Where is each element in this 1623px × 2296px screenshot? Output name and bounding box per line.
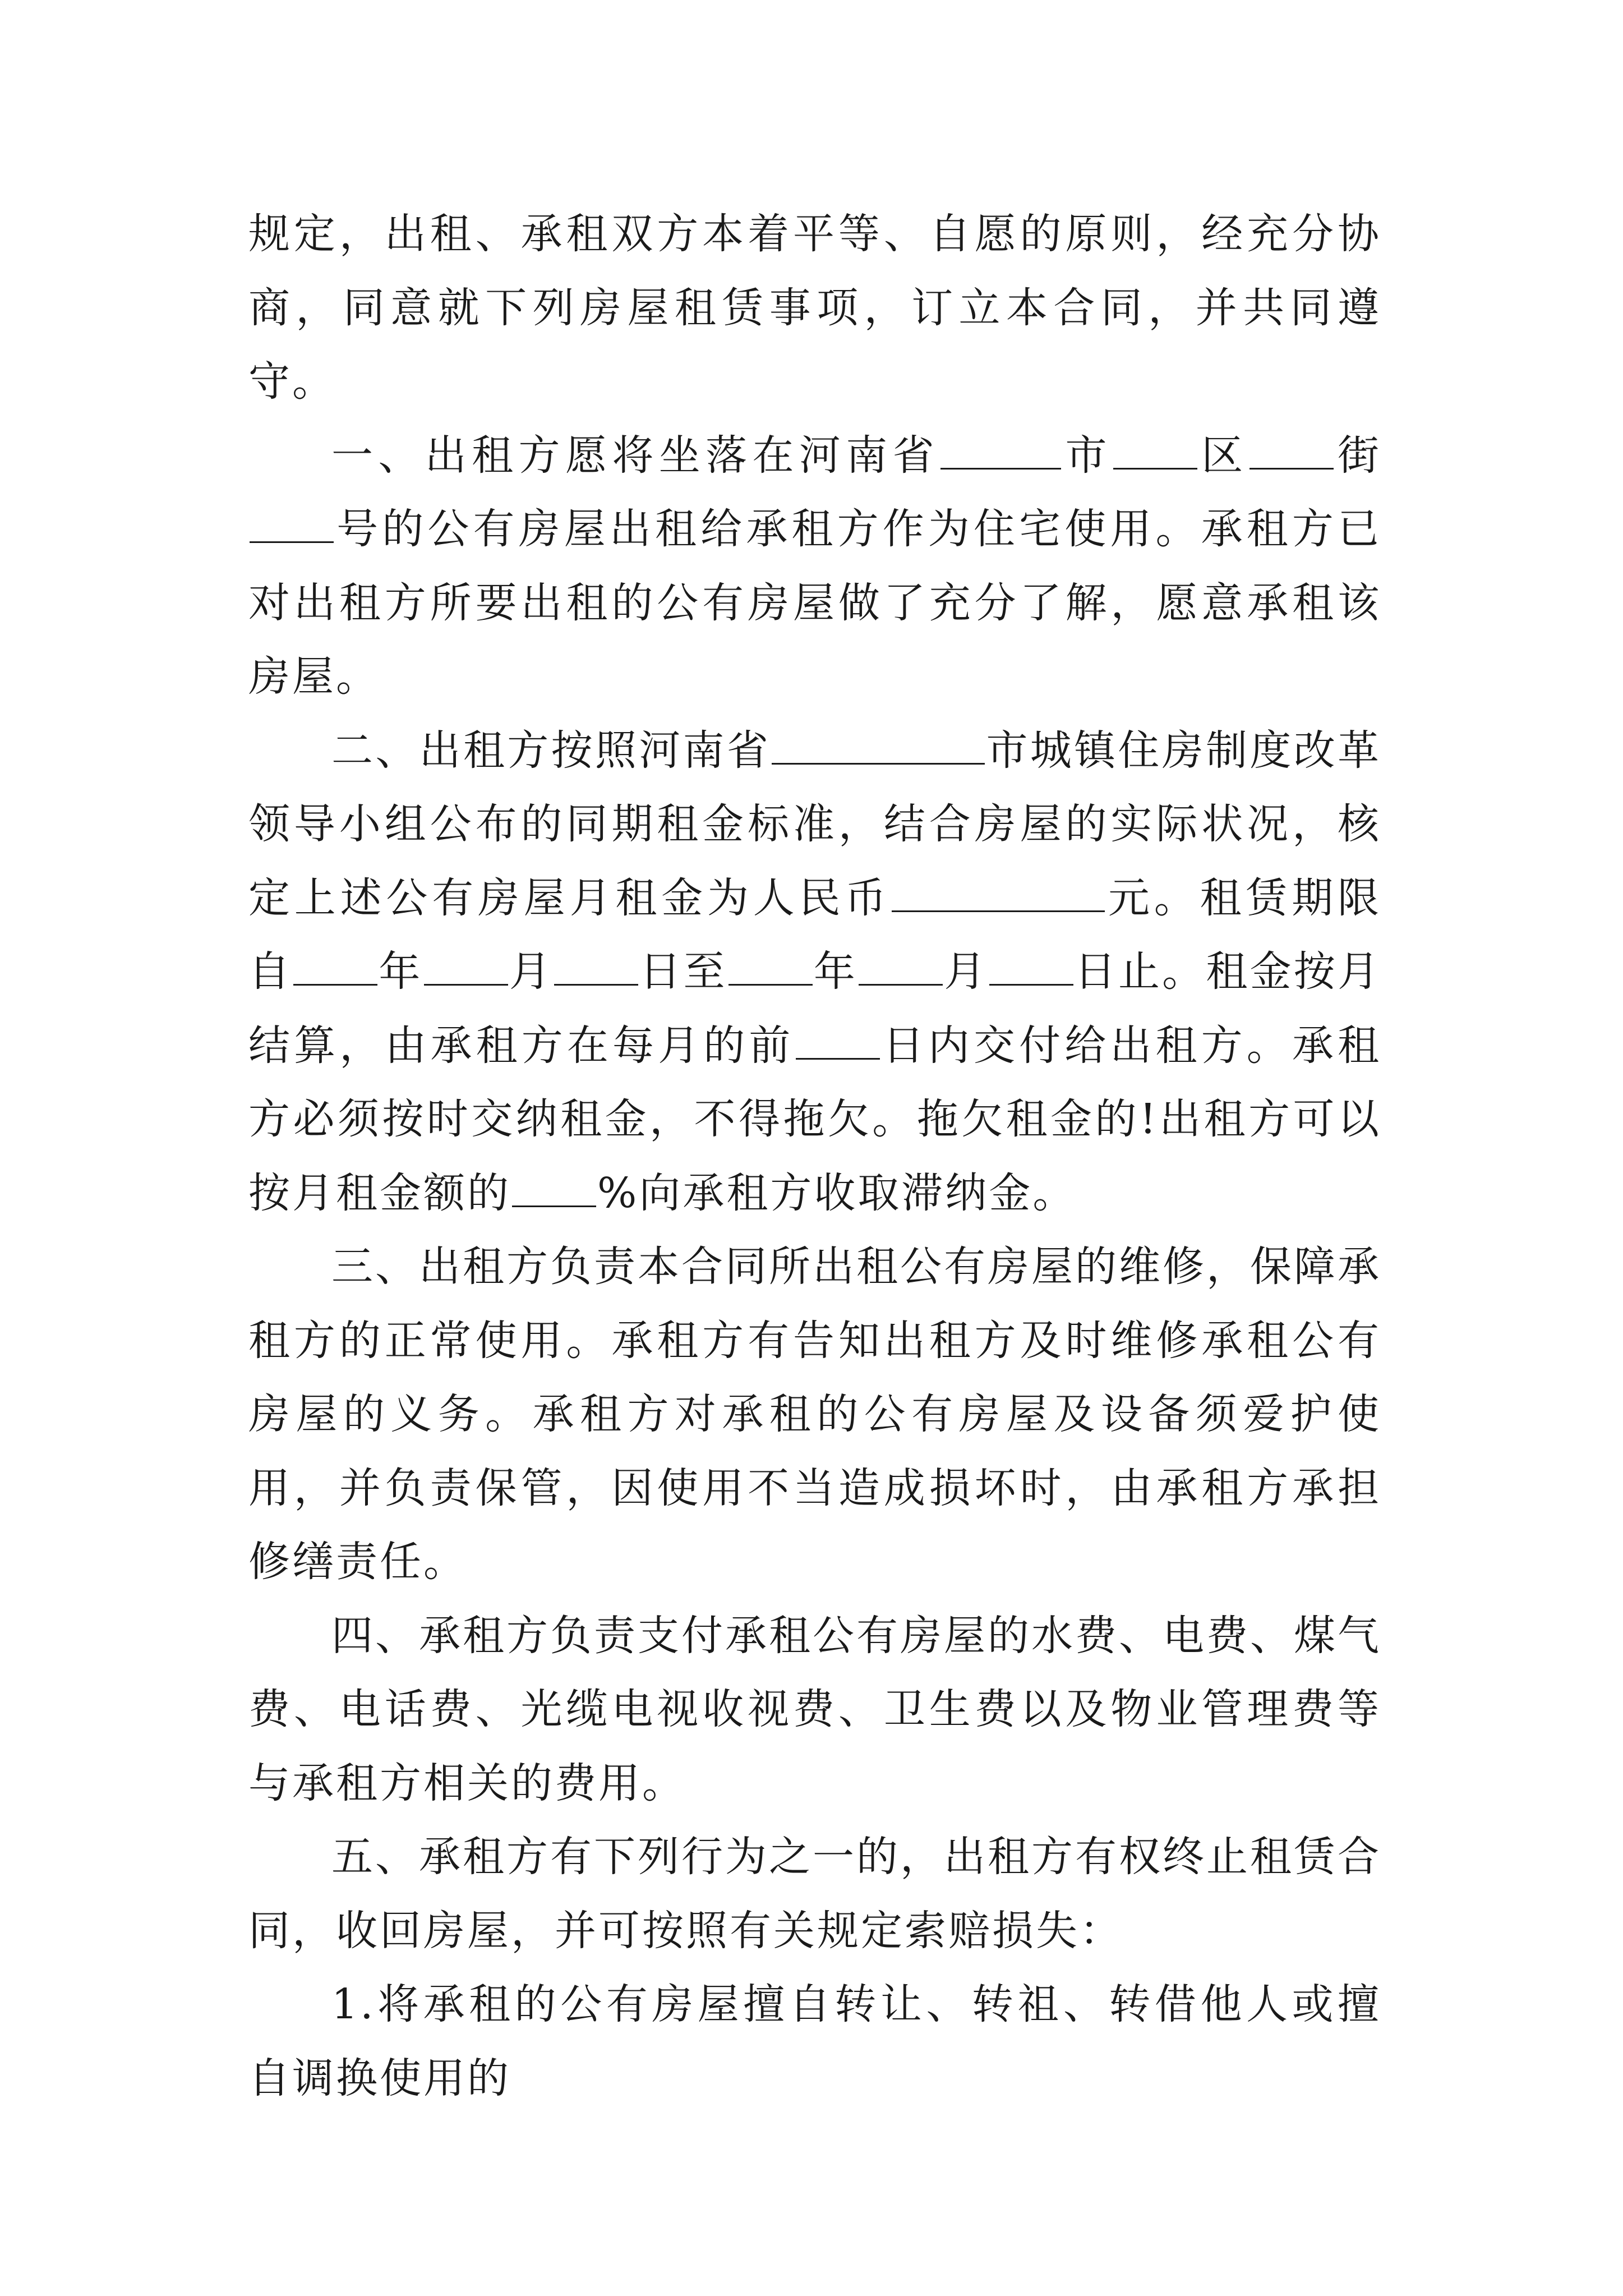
start-day-blank — [554, 945, 638, 986]
clause-5-item-1-text: 1.将承租的公有房屋擅自转让、转祖、转借他人或擅自调换使用的 — [248, 1980, 1381, 2102]
clause-2-text-h: 月 — [944, 947, 988, 996]
contract-body — [248, 197, 1381, 2115]
clause-2-paragraph — [248, 714, 1381, 1231]
clause-2-text-d: 年 — [379, 947, 423, 996]
clause-1-text-a: 一、出租方愿将坐落在河南省 — [331, 431, 940, 480]
street-blank — [1249, 428, 1334, 469]
district-blank — [1113, 428, 1197, 469]
clause-2-text-i: 日止。租金按月结算，由承租方在每月的前 — [248, 947, 1382, 1070]
clause-2-text-k: %向承租方收取滞纳金。 — [597, 1168, 1077, 1217]
clause-1-text-d: 街 — [1334, 431, 1382, 480]
clause-3-paragraph — [248, 1230, 1381, 1599]
payment-days-blank — [796, 1018, 880, 1059]
start-year-blank — [293, 945, 377, 986]
rent-amount-blank — [892, 871, 1105, 912]
number-blank — [250, 502, 334, 543]
clause-2-text-f: 日至 — [639, 947, 727, 996]
clause-2-text-e: 月 — [509, 947, 554, 996]
clause-5-text: 五、承租方有下列行为之一的，出租方有权终止租赁合同，收回房屋，并可按照有关规定索赔损失： — [248, 1833, 1381, 1955]
clause-2-text-g: 年 — [813, 947, 858, 996]
clause-3-text: 三、出租方负责本合同所出租公有房屋的维修，保障承租方的正常使用。承租方有告知出租方及时维修承租公有房屋的义务。承租方对承租的公有房屋及设备须爱护使用，并负责保管，因使用不当造成损坏时，由承租方承担修缮责任。 — [248, 1243, 1381, 1586]
clause-2-text-c: 元。租赁期限自 — [248, 873, 1382, 996]
clause-2-text-b: 市城镇住房制度改革领导小组公布的同期租金标准，结合房屋的实际状况，核定上述公有房屋月租金为人民币 — [248, 726, 1382, 922]
late-fee-percent-blank — [512, 1166, 596, 1207]
start-month-blank — [424, 945, 508, 986]
end-month-blank — [859, 945, 943, 986]
clause-5-paragraph — [248, 1820, 1381, 1968]
clause-2-text-j: 日内交付给出租方。承租方必须按时交纳租金，不得拖欠。拖欠租金的!出租方可以按月租金额的 — [248, 1021, 1382, 1217]
clause-1-paragraph — [248, 419, 1381, 714]
clause-1-text-c: 区 — [1198, 431, 1248, 480]
city-blank — [940, 428, 1061, 469]
intro-text: 规定，出租、承租双方本着平等、自愿的原则，经充分协商，同意就下列房屋租赁事项，订立本合同，并共同遵守。 — [248, 210, 1381, 406]
clause-5-item-1 — [248, 1968, 1381, 2115]
intro-paragraph — [248, 197, 1381, 419]
clause-4-paragraph — [248, 1599, 1381, 1821]
clause-4-text: 四、承租方负责支付承租公有房屋的水费、电费、煤气费、电话费、光缆电视收视费、卫生费以及物业管理费等与承租方相关的费用。 — [248, 1611, 1381, 1807]
end-year-blank — [728, 945, 813, 986]
city-blank-2 — [772, 723, 985, 764]
clause-2-text-a: 二、出租方按照河南省 — [331, 726, 771, 775]
end-day-blank — [989, 945, 1073, 986]
clause-1-text-b: 市 — [1062, 431, 1112, 480]
clause-1-text-e: 号的公有房屋出租给承租方作为住宅使用。承租方已对出租方所要出租的公有房屋做了充分了解，愿意承租该房屋。 — [248, 505, 1381, 701]
